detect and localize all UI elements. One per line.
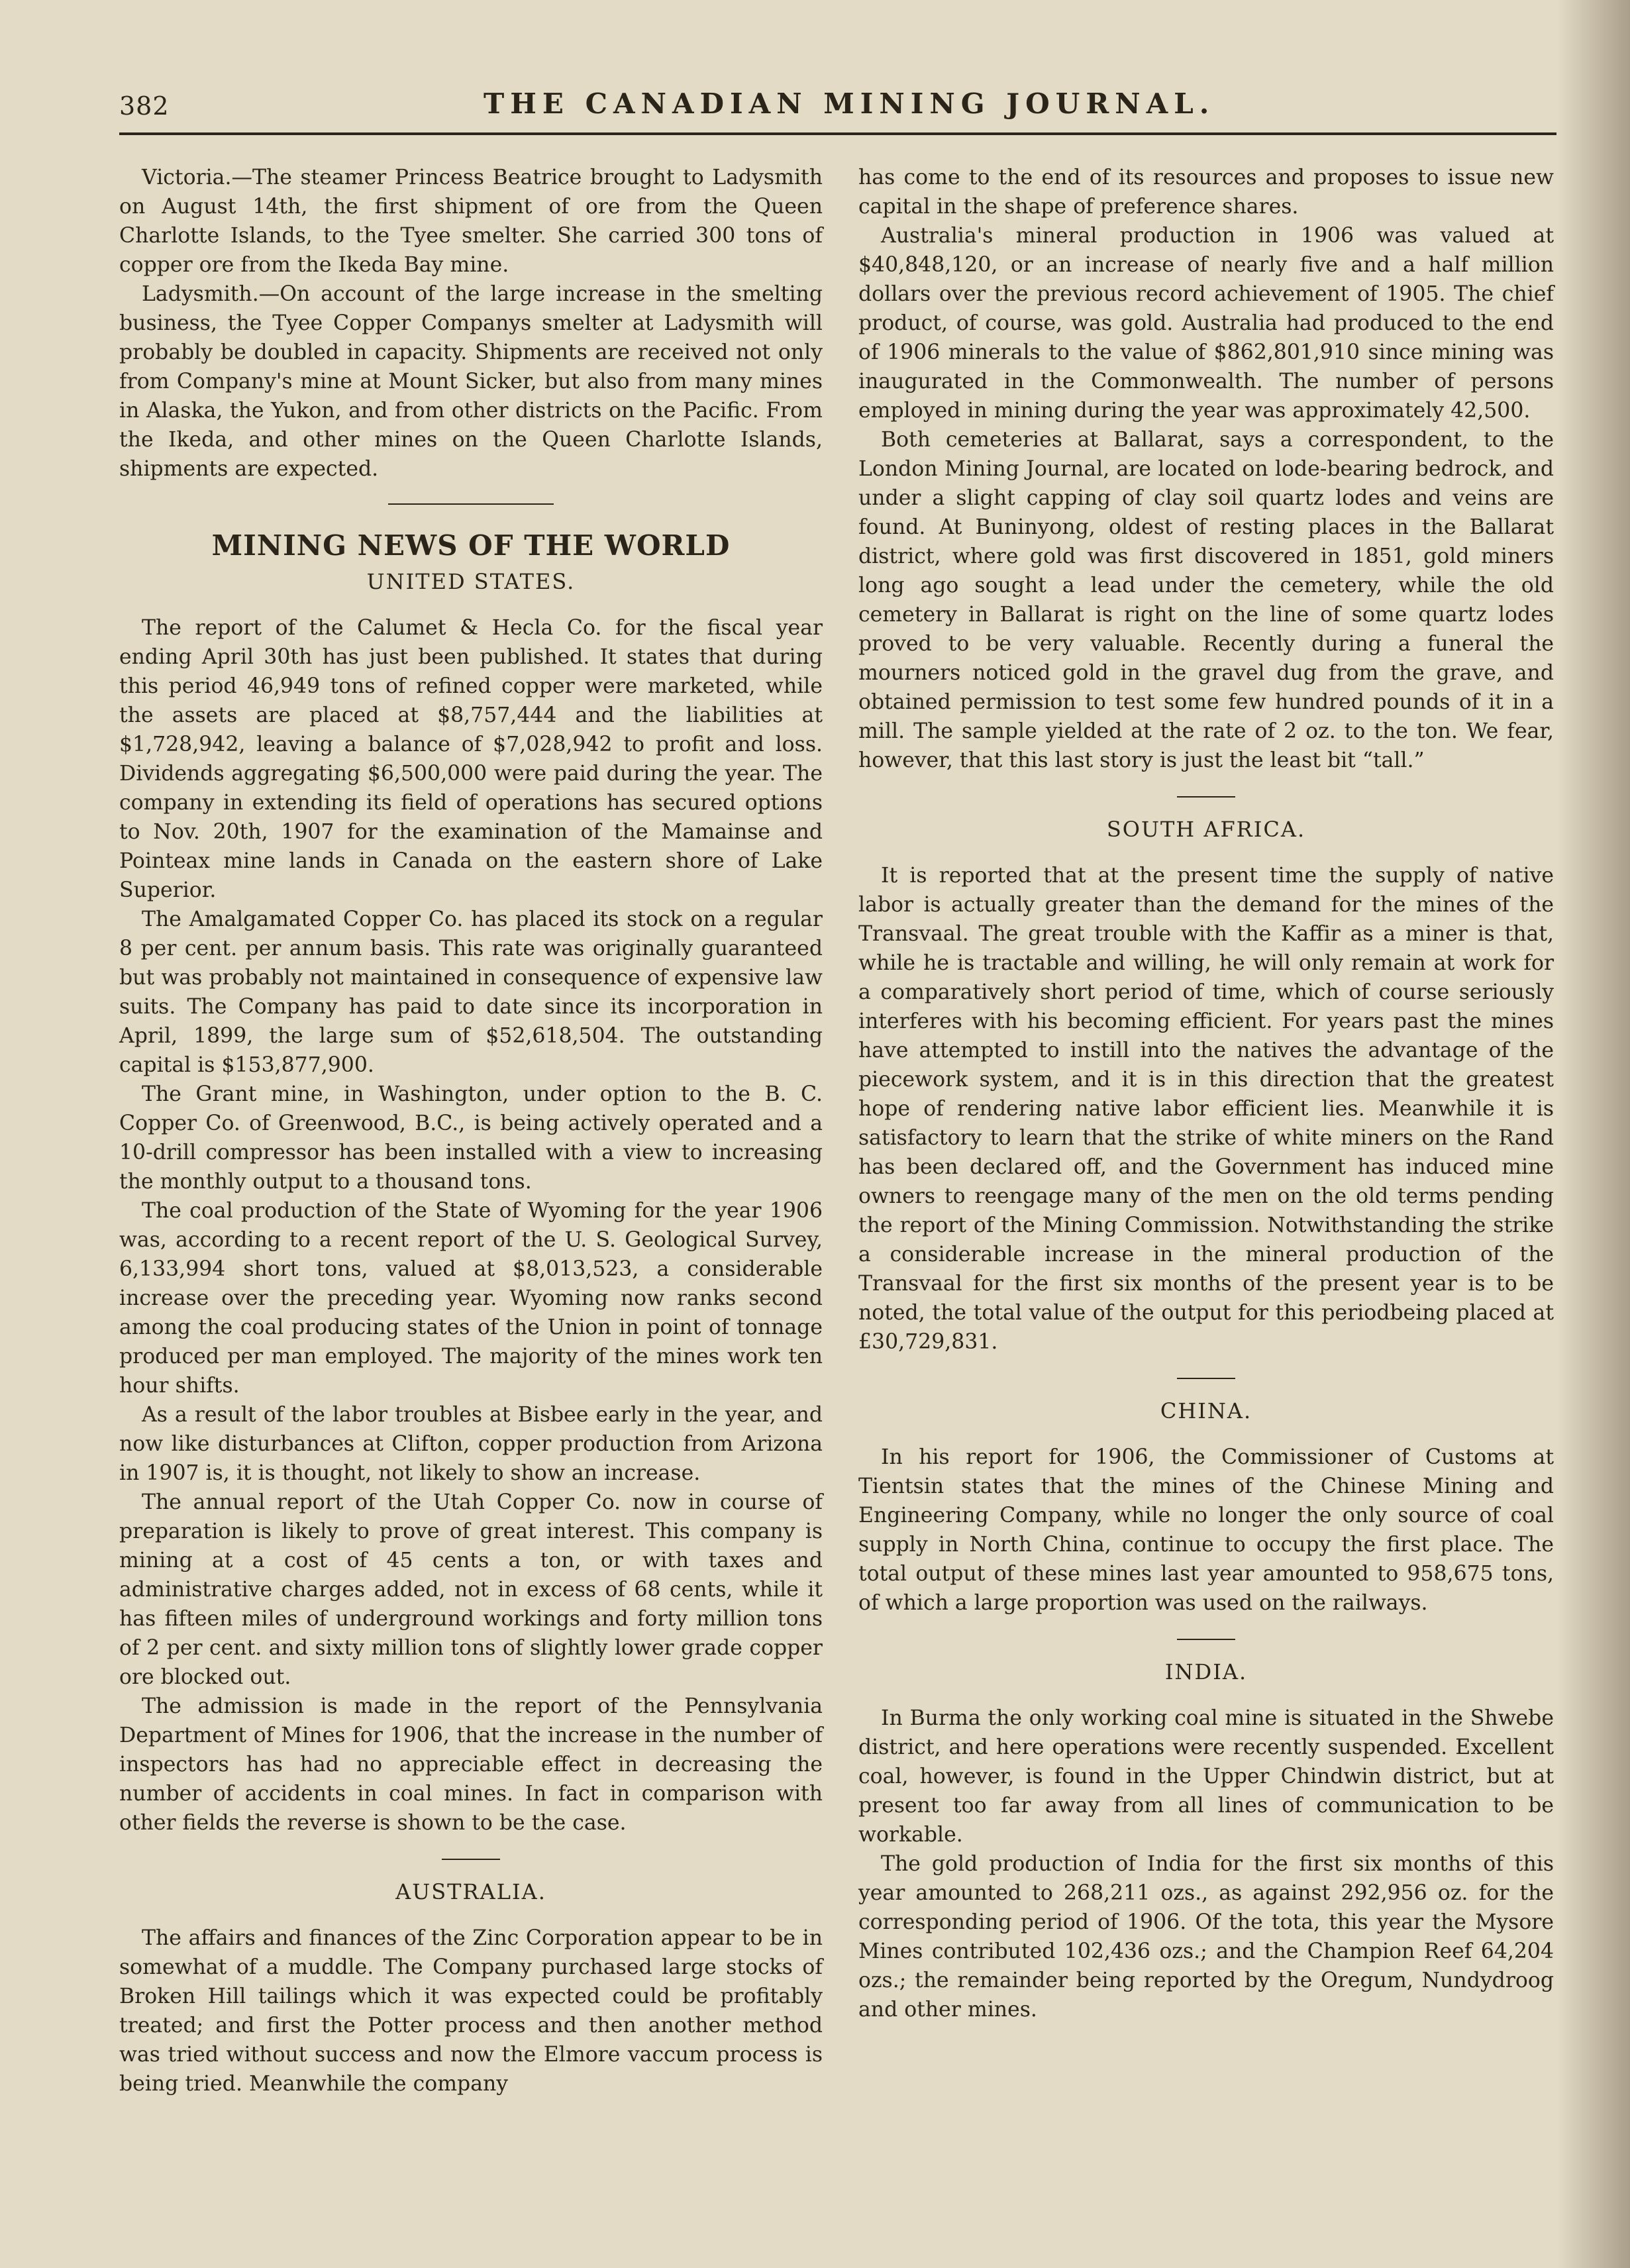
paragraph-transvaal-labor: It is reported that at the present time the supply of native labor is actually greater than the demand for the mines of the Transvaal. The great trouble with the Kaffir as a miner is that, while he is tractable and willing, he will only remain at work for a comparatively short period of time, which of course seriously interferes with his becoming efficient. For years past the mines have attempted to instill into the natives the advantage of the piecework system, and it is in this direction that the greatest hope of rendering native labor efficient lies. Meanwhile it is satisfactory to learn that the strike of white miners on the Rand has been declared off, and the Government has induced mine owners to reengage many of the men on the old terms pending the report of the Mining Commission. Notwithstanding the strike a considerable increase in the mineral production of the Transvaal for the first six months of the present year is to be noted, the total value of the output for this periodbeing placed at £30,729,831.: [858, 864, 1554, 1354]
paragraph-arizona-copper: As a result of the labor troubles at Bisbee early in the year, and now like disturbances at Clifton, copper production from Arizona in 1907 is, it is thought, not likely to show an increase.: [119, 1403, 823, 1485]
paragraph-zinc-corporation: The affairs and finances of the Zinc Corporation appear to be in somewhat of a muddle. The Company purchased large stocks of Broken Hill tailings which it was expected could be profitably treated; and first the Potter process and then another method was tried without success and now the Elmore vaccum process is being tried. Meanwhile the company: [119, 1926, 823, 2096]
paragraph-australia-production: Australia's mineral production in 1906 was valued at $40,848,120, or an increase of nearly five and a half million dollars over the previous record achievement of 1905. The chief product, of course, was gold. Australia had produced to the end of 1906 minerals to the value of $862,801,910 since mining was inaugurated in the Commonwealth. The number of persons employed in mining during the year was approximately 42,500.: [858, 224, 1554, 423]
main-title: MINING NEWS OF THE WORLD: [211, 529, 731, 562]
paragraph-wyoming-coal: The coal production of the State of Wyoming for the year 1906 was, according to a recent report of the U. S. Geological Survey, 6,133,994 short tons, valued at $8,013,523, a considerable increase over the preceding year. Wyoming now ranks second among the coal producing states of the Union in point of tonnage produced per man employed. The majority of the mines work ten hour shifts.: [119, 1199, 823, 1398]
paragraph-victoria: Victoria.—The steamer Princess Beatrice brought to Ladysmith on August 14th, the first shipment of ore from the Queen Charlotte Islands, to the Tyee smelter. She carried 300 tons of copper ore from the Ikeda Bay mine.: [119, 166, 823, 277]
section-heading-australia: AUSTRALIA.: [395, 1879, 546, 1904]
paragraph-pennsylvania-mines: The admission is made in the report of the Pennsylvania Department of Mines for 1906, that the increase in the number of inspectors has had no appreciable effect in decreasing the number of accidents in coal mines. In fact in comparison with other fields the reverse is shown to be the case.: [119, 1694, 823, 1835]
header-rule: [119, 132, 1556, 135]
paragraph-ladysmith: Ladysmith.—On account of the large increase in the smelting business, the Tyee Copper Companys smelter at Ladysmith will probably be doubled in capacity. Shipments are received not only from Company's mine at Mount Sicker, but also from many mines in Alaska, the Yukon, and from other districts on the Pacific. From the Ikeda, and other mines on the Queen Charlotte Islands, shipments are expected.: [119, 282, 823, 481]
section-divider: [1177, 1378, 1235, 1379]
paragraph-burma-coal: In Burma the only working coal mine is situated in the Shwebe district, and here operations were recently suspended. Excellent coal, however, is found in the Upper Chindwin district, but at present too far away from all lines of communication to be workable.: [858, 1706, 1554, 1847]
page-edge-shadow: [1557, 0, 1630, 2268]
page-number: 382: [119, 91, 170, 121]
page-header: [119, 87, 1556, 134]
section-heading-india: INDIA.: [1164, 1659, 1248, 1684]
paragraph-utah-copper: The annual report of the Utah Copper Co. now in course of preparation is likely to prove of great interest. This company is mining at a cost of 45 cents a ton, or with taxes and administrative charges added, not in excess of 68 cents, while it has fifteen miles of underground workings and forty million tons of 2 per cent. and sixty million tons of slightly lower grade copper ore blocked out.: [119, 1490, 823, 1689]
section-divider: [388, 503, 554, 505]
section-heading-united-states: UNITED STATES.: [366, 569, 576, 594]
section-heading-south-africa: SOUTH AFRICA.: [1106, 817, 1306, 842]
paragraph-tientsin-mines: In his report for 1906, the Commissioner of Customs at Tientsin states that the mines of the Chinese Mining and Engineering Company, while no longer the only source of coal supply in North China, continue to occupy the first place. The total output of these mines last year amounted to 958,675 tons, of which a large proportion was used on the railways.: [858, 1445, 1554, 1615]
left-column: [119, 163, 823, 2098]
section-divider: [1177, 1639, 1235, 1640]
section-divider: [442, 1859, 500, 1860]
section-divider: [1177, 796, 1235, 798]
paragraph-india-gold: The gold production of India for the first six months of this year amounted to 268,211 ozs., as against 292,956 oz. for the corresponding period of 1906. Of the tota, this year the Mysore Mines contributed 102,436 ozs.; and the Champion Reef 64,204 ozs.; the remainder being reported by the Oregum, Nundydroog and other mines.: [858, 1852, 1554, 2022]
section-heading-china: CHINA.: [1160, 1398, 1252, 1423]
journal-title: THE CANADIAN MINING JOURNAL.: [484, 87, 1215, 120]
paragraph-ballarat-cemeteries: Both cemeteries at Ballarat, says a correspondent, to the London Mining Journal, are located on lode-bearing bedrock, and under a slight capping of clay soil quartz lodes and veins are found. At Buninyong, oldest of resting places in the Ballarat district, where gold was first discovered in 1851, gold miners long ago sought a lead under the cemetery, while the old cemetery in Ballarat is right on the line of some quartz lodes proved to be very valuable. Recently during a funeral the mourners noticed gold in the gravel dug from the grave, and obtained permission to test some few hundred pounds of it in a mill. The sample yielded at the rate of 2 oz. to the ton. We fear, however, that this last story is just the least bit “tall.”: [858, 428, 1554, 772]
paragraph-grant-mine: The Grant mine, in Washington, under option to the B. C. Copper Co. of Greenwood, B.C., is being actively operated and a 10-drill compressor has been installed with a view to increasing the monthly output to a thousand tons.: [119, 1082, 823, 1194]
paragraph-calumet-hecla: The report of the Calumet & Hecla Co. for the fiscal year ending April 30th has just been published. It states that during this period 46,949 tons of refined copper were marketed, while the assets are placed at $8,757,444 and the liabilities at $1,728,942, leaving a balance of $7,028,942 to profit and loss. Dividends aggregating $6,500,000 were paid during the year. The company in extending its field of operations has secured options to Nov. 20th, 1907 for the examination of the Mamainse and Pointeax mine lands in Canada on the eastern shore of Lake Superior.: [119, 616, 823, 902]
right-column: [858, 163, 1554, 2024]
paragraph-zinc-corporation-continued: has come to the end of its resources and proposes to issue new capital in the shape of preference shares.: [858, 166, 1554, 219]
paragraph-amalgamated-copper: The Amalgamated Copper Co. has placed its stock on a regular 8 per cent. per annum basis. This rate was originally guaranteed but was probably not maintained in consequence of expensive law suits. The Company has paid to date since its incorporation in April, 1899, the large sum of $52,618,504. The outstanding capital is $153,877,900.: [119, 907, 823, 1077]
